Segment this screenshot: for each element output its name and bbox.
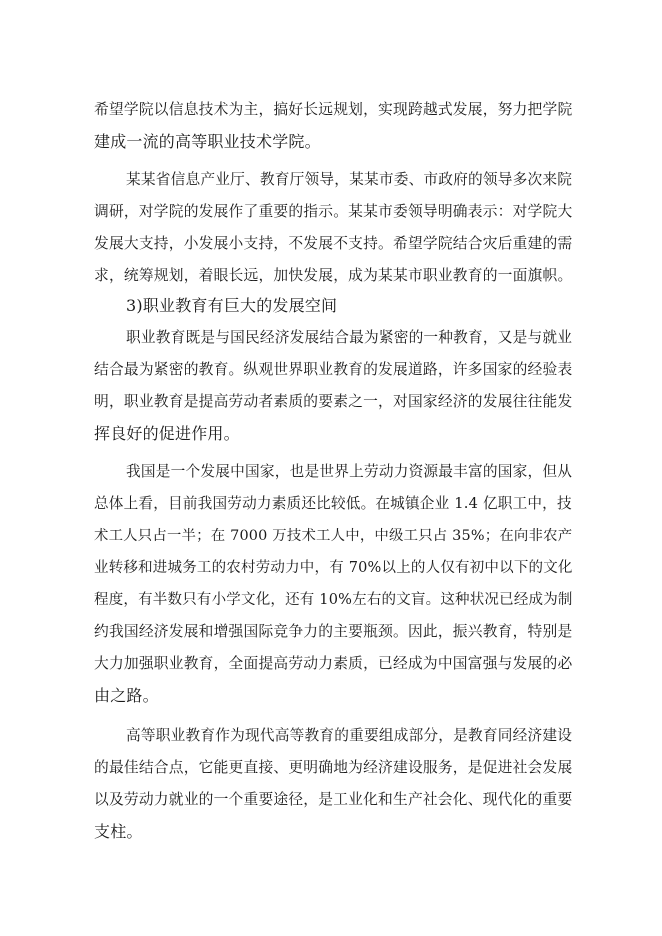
- text-line-11: 挥良好的促进作用。: [94, 424, 240, 443]
- text-line-2: 建成一流的高等职业技术学院。: [94, 132, 321, 151]
- text-line-4: 调研，对学院的发展作了重要的指示。某某市委领导明确表示：对学院大: [94, 203, 573, 220]
- text-line-10: 明，职业教育是提高劳动者素质的要素之一，对国家经济的发展往往能发: [94, 393, 573, 410]
- text-line-9: 结合最为紧密的教育。纵观世界职业教育的发展道路，许多国家的经验表: [94, 361, 573, 378]
- text-line-20: 高等职业教育作为现代高等教育的重要组成部分，是教育同经济建设: [126, 727, 573, 744]
- text-line-22: 以及劳动力就业的一个重要途径，是工业化和生产社会化、现代化的重要: [94, 791, 573, 808]
- text-line-16: 程度，有半数只有小学文化，还有 10%左右的文盲。这种状况已经成为制: [94, 592, 573, 608]
- text-line-18: 大力加强职业教育，全面提高劳动力素质，已经成为中国富强与发展的必: [94, 655, 573, 672]
- text-line-5: 发展大支持，小发展小支持，不发展不支持。希望学院结合灾后重建的需: [94, 235, 573, 252]
- text-line-15: 业转移和进城务工的农村劳动力中，有 70%以上的人仅有初中以下的文化: [94, 560, 573, 576]
- text-line-8: 职业教育既是与国民经济发展结合最为紧密的一种教育，又是与就业: [126, 329, 573, 346]
- text-line-21: 的最佳结合点，它能更直接、更明确地为经济建设服务，是促进社会发展: [94, 759, 573, 776]
- text-line-13: 总体上看，目前我国劳动力素质还比较低。在城镇企业 1.4 亿职工中，技: [94, 495, 572, 512]
- text-line-14: 术工人只占一半；在 7000 万技术工人中，中级工只占 35%；在向非农产: [94, 528, 573, 544]
- text-line-19: 由之路。: [94, 686, 159, 705]
- text-line-17: 约我国经济发展和增强国际竞争力的主要瓶颈。因此，振兴教育，特别是: [94, 623, 573, 640]
- text-line-6: 求，统筹规划，着眼长远，加快发展，成为某某市职业教育的一面旗帜。: [94, 267, 573, 284]
- text-line-1: 希望学院以信息技术为主，搞好长远规划，实现跨越式发展，努力把学院: [94, 101, 573, 118]
- text-line-12: 我国是一个发展中国家，也是世界上劳动力资源最丰富的国家，但从: [126, 463, 573, 480]
- section-heading: 3)职业教育有巨大的发展空间: [126, 296, 338, 315]
- text-line-23: 支柱。: [94, 822, 143, 841]
- text-line-3: 某某省信息产业厅、教育厅领导，某某市委、市政府的领导多次来院: [126, 171, 573, 188]
